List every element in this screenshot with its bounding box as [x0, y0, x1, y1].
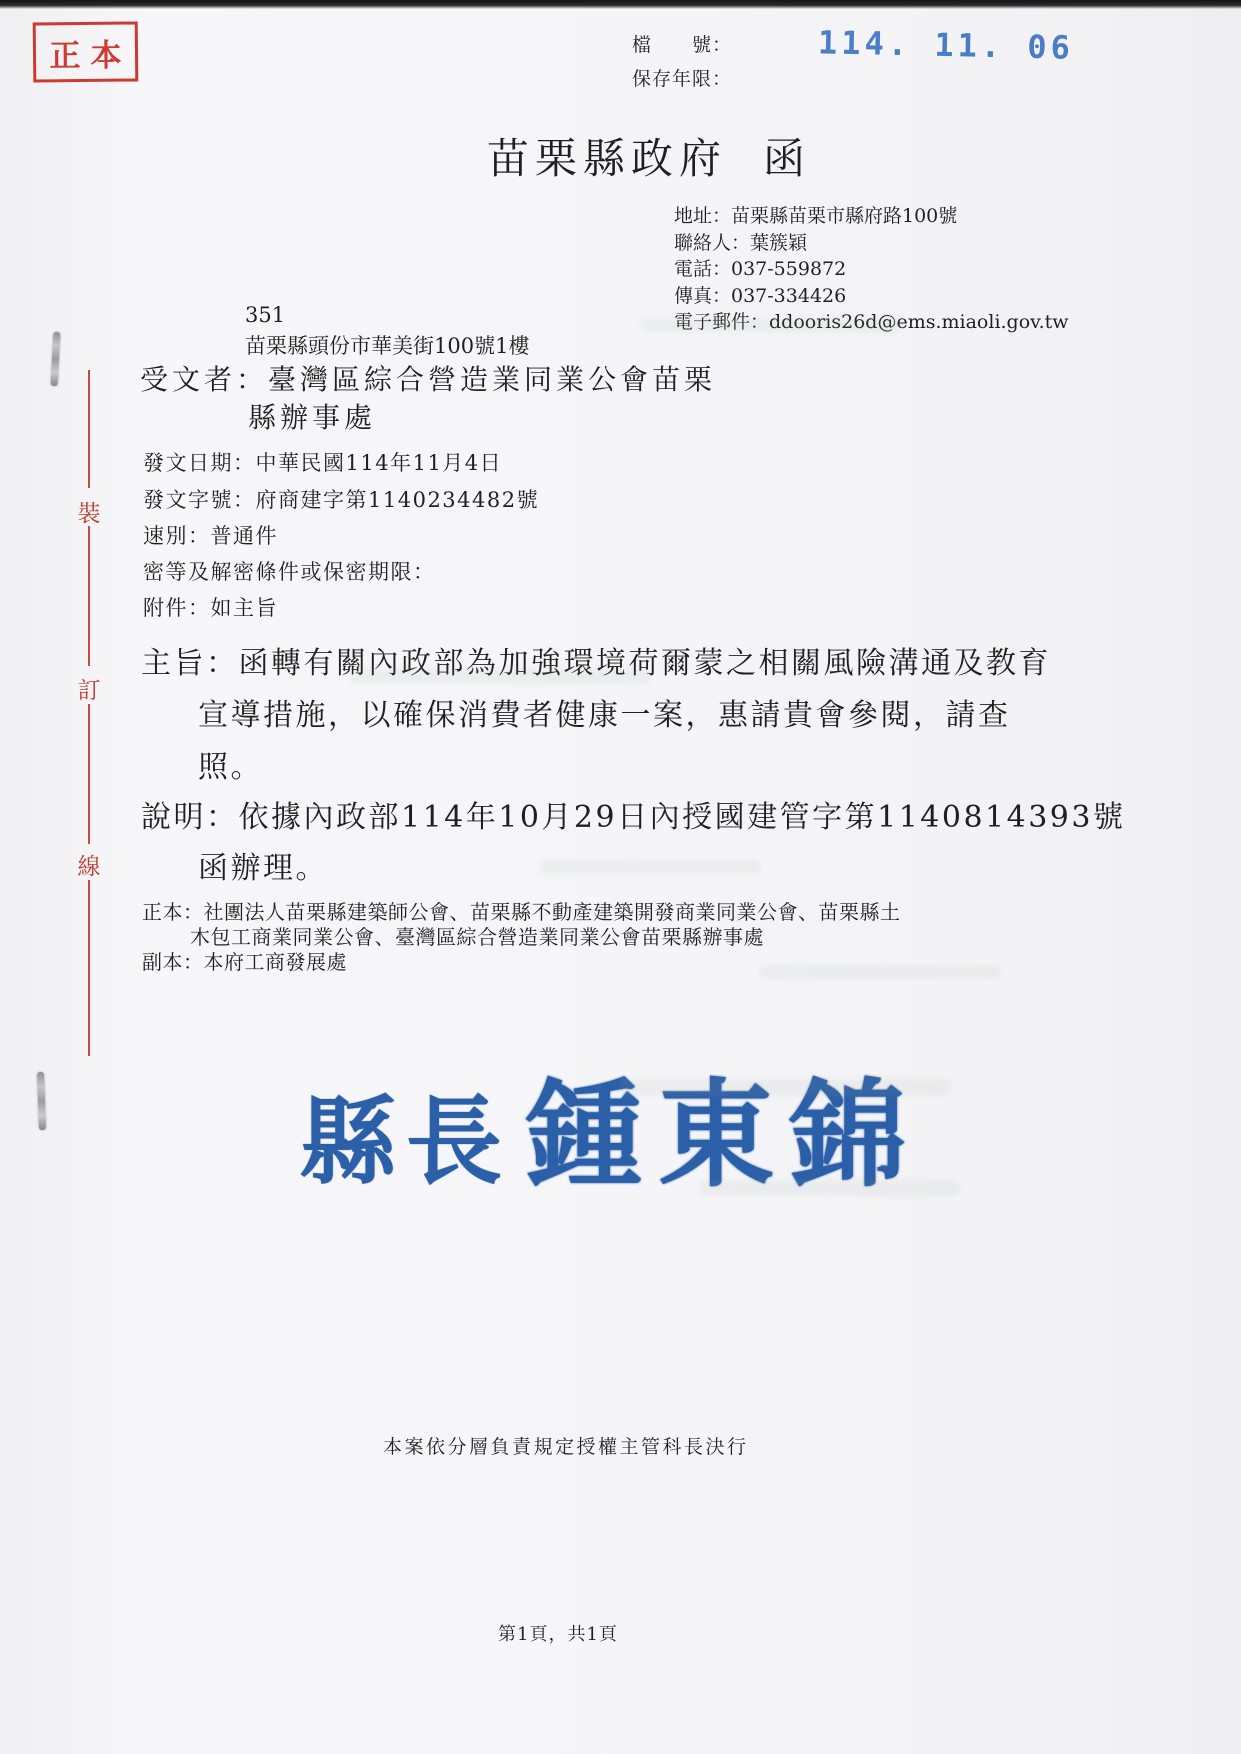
recipient-name-line2: 縣辦事處 — [248, 401, 377, 434]
staple-bottom — [37, 1072, 46, 1130]
send-date-line: 發文日期：中華民國114年11月4日 — [143, 451, 503, 475]
subject-line1: 主旨：函轉有關內政部為加強環境荷爾蒙之相關風險溝通及教育 — [141, 646, 1051, 681]
original-recipients-line1: 正本：社團法人苗栗縣建築師公會、苗栗縣不動產建築開發商業同業公會、苗栗縣土 — [142, 900, 901, 924]
scan-edge — [0, 0, 1241, 9]
recipient-address: 苗栗縣頭份市華美街100號1樓 — [245, 334, 530, 358]
binding-line-segment — [88, 880, 90, 1056]
binding-char-xian: 線 — [77, 854, 101, 880]
sender-contact-block — [674, 203, 1069, 336]
binding-line-segment — [88, 526, 90, 666]
staple-top — [51, 332, 61, 386]
bleedthrough-artifact — [620, 1078, 950, 1096]
speed-level-line: 速別：普通件 — [143, 524, 278, 548]
bleedthrough-artifact — [760, 965, 1000, 979]
signature-title: 縣長 — [300, 1085, 512, 1199]
binding-line-segment — [88, 370, 90, 488]
recipient-name-line1: 受文者：臺灣區綜合營造業同業公會苗栗 — [140, 363, 717, 396]
issuing-org-name: 苗栗縣政府 — [487, 134, 728, 183]
document-title — [487, 126, 811, 186]
bleedthrough-artifact — [540, 860, 760, 874]
bleedthrough-artifact — [640, 318, 900, 332]
sender-address: 地址：苗栗縣苗栗市縣府路100號 — [674, 205, 958, 227]
copy-recipients-line: 副本：本府工商發展處 — [142, 950, 347, 974]
binding-char-zhuang: 裝 — [77, 501, 101, 527]
sender-email: 電子郵件：ddooris26d@ems.miaoli.gov.tw — [674, 311, 1069, 333]
signature-name: 鍾東錦 — [526, 1067, 922, 1203]
sender-contact-person: 聯絡人：葉簇穎 — [674, 231, 808, 254]
attachment-line: 附件：如主旨 — [143, 596, 278, 620]
subject-line2: 宣導措施，以確保消費者健康一案，惠請貴會參閱，請查 — [198, 698, 1011, 733]
binding-line-segment — [88, 704, 90, 844]
original-copy-stamp — [33, 21, 139, 82]
authorization-note: 本案依分層負責規定授權主管科長決行 — [383, 1436, 749, 1458]
description-line1: 說明：依據內政部114年10月29日內授國建管字第1140814393號 — [141, 800, 1126, 835]
recipient-zipcode: 351 — [245, 303, 286, 327]
document-type: 函 — [763, 134, 812, 183]
binding-char-ding: 訂 — [77, 678, 101, 704]
doc-number-line: 發文字號：府商建字第1140234482號 — [143, 488, 540, 512]
original-copy-stamp-text: 正本 — [49, 37, 132, 74]
sender-phone: 電話：037-559872 — [674, 258, 847, 280]
sender-fax: 傳真：037-334426 — [674, 284, 847, 307]
original-recipients-line2: 木包工商業同業公會、臺灣區綜合營造業同業公會苗栗縣辦事處 — [190, 925, 764, 949]
received-date-stamp: 114. 11. 06 — [817, 23, 1075, 67]
page-footer: 第1頁，共1頁 — [498, 1624, 618, 1645]
bleedthrough-artifact — [700, 1180, 960, 1196]
file-number-label: 檔 號： — [632, 34, 733, 56]
description-line2: 函辦理。 — [198, 851, 328, 886]
retention-period-label: 保存年限： — [632, 68, 733, 90]
governor-signature — [300, 1067, 922, 1203]
subject-line3: 照。 — [198, 750, 263, 785]
security-level-line: 密等及解密條件或保密期限： — [143, 560, 436, 584]
bleedthrough-artifact — [350, 668, 650, 684]
